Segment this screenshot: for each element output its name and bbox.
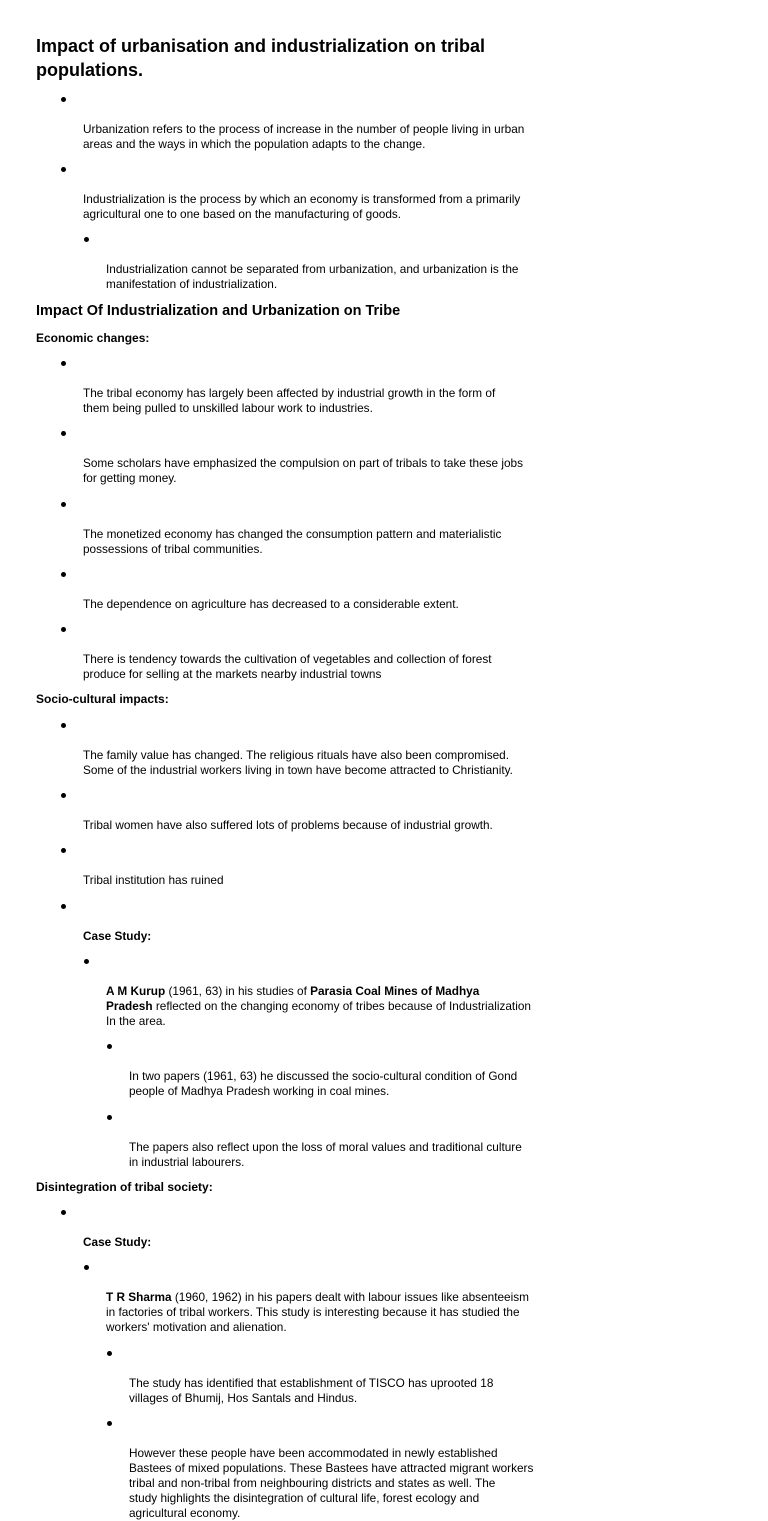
case-study-item — [0, 899, 768, 944]
list-item-text: The study has identified that establishment of TISCO has uprooted 18 villages of Bhumij, Hos Santals and Hindus. — [129, 1375, 494, 1405]
bullet-icon — [61, 431, 66, 436]
bullet-icon — [61, 904, 66, 909]
list-item-text: In two papers (1961, 63) he discussed the socio-cultural condition of Gond people of Madhya Pradesh working in coal mines. — [129, 1069, 518, 1099]
list-item-text: However these people have been accommodated in newly established Bastees of mixed populations. These Bastees have attracted migrant workers tribal and non-tribal from neighbouring districts and states as well. The study highlights the disintegration of cultural life, forest ecology and agricultural economy. — [129, 1446, 534, 1521]
bullet-icon — [61, 502, 66, 507]
case-study-place: Parasia Coal Mines of Madhya Pradesh — [106, 983, 480, 1013]
list-item-text: The monetized economy has changed the consumption pattern and materialistic possessions of tribal communities. — [83, 526, 502, 556]
economic-list-item — [0, 567, 768, 612]
case-study-description — [0, 954, 768, 1029]
bullet-icon — [107, 1044, 112, 1049]
economic-list-item — [0, 497, 768, 557]
list-item-text: Urbanization refers to the process of increase in the number of people living in urban areas and the ways in which the population adapts to the change. — [83, 121, 525, 151]
socio-cultural-list-item — [0, 788, 768, 833]
section-heading: Impact Of Industrialization and Urbanization on Tribe — [36, 303, 401, 320]
case-study-point — [0, 1039, 768, 1099]
case-study-text: (1961, 63) in his studies of — [165, 983, 311, 998]
economic-list-item — [0, 356, 768, 416]
bullet-icon — [61, 361, 66, 366]
economic-list-item — [0, 426, 768, 486]
case-study-description — [0, 1260, 768, 1335]
case-study-text: (1960, 1962) in his papers dealt with labour issues like absenteeism in factories of tribal workers. This study is interesting because it has studied the workers' motivation and alienation. — [106, 1290, 529, 1335]
bullet-icon — [61, 848, 66, 853]
list-item-text: The family value has changed. The religious rituals have also been compromised. Some of the industrial workers living in town have become attracted to Christianity. — [83, 747, 513, 777]
list-item-text: The papers also reflect upon the loss of moral values and traditional culture in industrial labourers. — [129, 1139, 522, 1169]
list-item-text: Industrialization is the process by which an economy is transformed from a primarily agricultural one to one based on the manufacturing of goods. — [83, 191, 521, 221]
bullet-icon — [84, 959, 89, 964]
bullet-icon — [107, 1115, 112, 1120]
bullet-icon — [107, 1351, 112, 1356]
intro-sub-list-item — [0, 232, 768, 292]
bullet-icon — [84, 1265, 89, 1270]
bullet-icon — [61, 572, 66, 577]
intro-list-item — [0, 162, 768, 222]
bullet-icon — [61, 793, 66, 798]
socio-cultural-list-item — [0, 843, 768, 888]
bullet-icon — [84, 237, 89, 242]
bullet-icon — [61, 1210, 66, 1215]
bullet-icon — [61, 723, 66, 728]
case-study-label: Case Study: — [83, 928, 152, 943]
list-item-text: There is tendency towards the cultivation of vegetables and collection of forest produce for selling at the markets nearby industrial towns — [83, 652, 492, 682]
list-item-text: The tribal economy has largely been affected by industrial growth in the form of them being pulled to unskilled labour work to industries. — [83, 385, 496, 415]
bullet-icon — [61, 627, 66, 632]
bullet-icon — [107, 1421, 112, 1426]
intro-list-item — [0, 92, 768, 152]
bullet-icon — [61, 97, 66, 102]
case-study-text: reflected on the changing economy of tribes because of Industrialization In the area. — [106, 998, 531, 1028]
list-item-text: Industrialization cannot be separated from urbanization, and urbanization is the manifestation of industrialization. — [106, 262, 519, 292]
case-study-author: A M Kurup — [106, 983, 166, 998]
list-item-text: Tribal institution has ruined — [83, 873, 224, 888]
case-study-point — [0, 1416, 768, 1521]
socio-cultural-list-item — [0, 718, 768, 778]
case-study-author: T R Sharma — [106, 1290, 172, 1305]
bullet-icon — [61, 167, 66, 172]
economic-changes-label: Economic changes: — [36, 330, 150, 345]
economic-list-item — [0, 622, 768, 682]
list-item-text: The dependence on agriculture has decreased to a considerable extent. — [83, 596, 459, 611]
case-study-point — [0, 1110, 768, 1170]
case-study-item — [0, 1205, 768, 1250]
socio-cultural-label: Socio-cultural impacts: — [36, 692, 169, 707]
disintegration-label: Disintegration of tribal society: — [36, 1179, 213, 1194]
case-study-label: Case Study: — [83, 1235, 152, 1250]
list-item-text: Tribal women have also suffered lots of problems because of industrial growth. — [83, 818, 493, 833]
case-study-point — [0, 1346, 768, 1406]
list-item-text: Some scholars have emphasized the compulsion on part of tribals to take these jobs for getting money. — [83, 456, 524, 486]
document-title: Impact of urbanisation and industrialization on tribal populations. — [36, 36, 486, 80]
